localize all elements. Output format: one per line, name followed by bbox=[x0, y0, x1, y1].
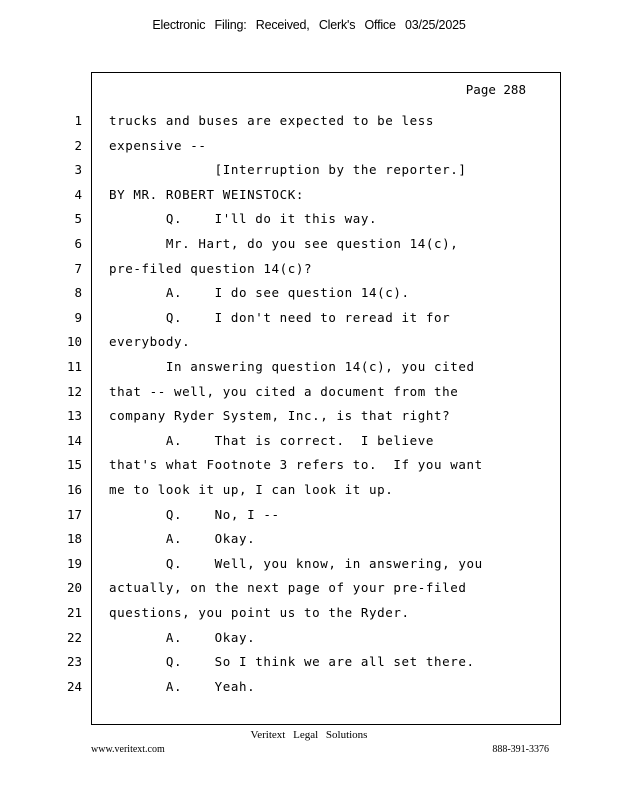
line-number: 9 bbox=[74, 309, 82, 325]
transcript-line bbox=[0, 384, 618, 408]
line-text: Q. So I think we are all set there. bbox=[109, 654, 475, 670]
line-text: everybody. bbox=[109, 334, 191, 350]
transcript-line bbox=[0, 433, 618, 457]
transcript-line bbox=[0, 236, 618, 260]
line-number: 1 bbox=[74, 113, 82, 128]
line-text: A. That is correct. I believe bbox=[109, 432, 435, 448]
line-text: A. I do see question 14(c). bbox=[109, 285, 410, 301]
transcript-line bbox=[0, 359, 618, 383]
line-number: 20 bbox=[66, 580, 82, 596]
line-number: 3 bbox=[74, 162, 82, 178]
line-number: 11 bbox=[66, 359, 82, 374]
transcript-line bbox=[0, 261, 618, 285]
transcript-line bbox=[0, 334, 618, 358]
transcript-line bbox=[0, 162, 618, 186]
line-number: 16 bbox=[66, 482, 82, 497]
line-text: actually, on the next page of your pre-filed bbox=[109, 580, 467, 596]
transcript-line bbox=[0, 507, 618, 531]
line-text: questions, you point us to the Ryder. bbox=[109, 605, 410, 620]
line-text: trucks and buses are expected to be less bbox=[109, 113, 435, 128]
footer-phone: 888-391-3376 bbox=[492, 744, 549, 755]
line-text: me to look it up, I can look it up. bbox=[109, 482, 394, 497]
transcript-line bbox=[0, 457, 618, 481]
transcript-line bbox=[0, 556, 618, 580]
line-number: 22 bbox=[66, 629, 82, 645]
line-number: 10 bbox=[66, 334, 82, 350]
line-number: 8 bbox=[74, 285, 82, 301]
line-number: 13 bbox=[66, 408, 82, 424]
line-text: Mr. Hart, do you see question 14(c), bbox=[109, 236, 459, 251]
transcript-line bbox=[0, 187, 618, 211]
transcript-line bbox=[0, 211, 618, 235]
page-number: Page 288 bbox=[465, 82, 526, 97]
line-number: 14 bbox=[66, 432, 82, 448]
line-text: In answering question 14(c), you cited bbox=[109, 359, 475, 374]
line-text: Q. I don't need to reread it for bbox=[109, 309, 451, 325]
line-number: 4 bbox=[74, 186, 82, 202]
line-text: A. Okay. bbox=[109, 531, 256, 547]
transcript-line bbox=[0, 310, 618, 334]
line-number: 7 bbox=[74, 260, 82, 276]
transcript-line bbox=[0, 605, 618, 629]
transcript-line bbox=[0, 679, 618, 703]
line-number: 6 bbox=[74, 236, 82, 251]
line-text: BY MR. ROBERT WEINSTOCK: bbox=[109, 186, 305, 202]
line-number: 17 bbox=[66, 506, 82, 522]
line-text: company Ryder System, Inc., is that right? bbox=[109, 408, 451, 424]
transcript-line bbox=[0, 482, 618, 506]
line-text: Q. Well, you know, in answering, you bbox=[109, 555, 483, 571]
line-number: 24 bbox=[66, 678, 82, 694]
line-text: that -- well, you cited a document from the bbox=[109, 383, 459, 399]
transcript-line bbox=[0, 113, 618, 137]
line-text: expensive -- bbox=[109, 137, 207, 153]
transcript-line bbox=[0, 408, 618, 432]
line-number: 21 bbox=[66, 605, 82, 620]
line-text: Q. I'll do it this way. bbox=[109, 211, 378, 227]
filing-stamp: Electronic Filing: Received, Clerk's Office 03/25/2025 bbox=[152, 18, 466, 32]
line-number: 2 bbox=[74, 137, 82, 153]
line-number: 18 bbox=[66, 531, 82, 547]
transcript-line bbox=[0, 580, 618, 604]
line-number: 15 bbox=[66, 457, 82, 473]
transcript-line bbox=[0, 531, 618, 555]
footer-website: www.veritext.com bbox=[91, 744, 165, 755]
line-text: pre-filed question 14(c)? bbox=[109, 260, 313, 276]
line-number: 23 bbox=[66, 654, 82, 670]
footer-company: Veritext Legal Solutions bbox=[250, 729, 368, 741]
line-number: 12 bbox=[66, 383, 82, 399]
line-text: Q. No, I -- bbox=[109, 506, 280, 522]
transcript-line bbox=[0, 138, 618, 162]
line-text: [Interruption by the reporter.] bbox=[109, 162, 467, 178]
line-text: that's what Footnote 3 refers to. If you want bbox=[109, 457, 483, 473]
transcript-line bbox=[0, 654, 618, 678]
transcript-line bbox=[0, 285, 618, 309]
line-text: A. Okay. bbox=[109, 629, 256, 645]
line-number: 19 bbox=[66, 555, 82, 571]
line-text: A. Yeah. bbox=[109, 678, 256, 694]
transcript-line bbox=[0, 630, 618, 654]
line-number: 5 bbox=[74, 211, 82, 227]
